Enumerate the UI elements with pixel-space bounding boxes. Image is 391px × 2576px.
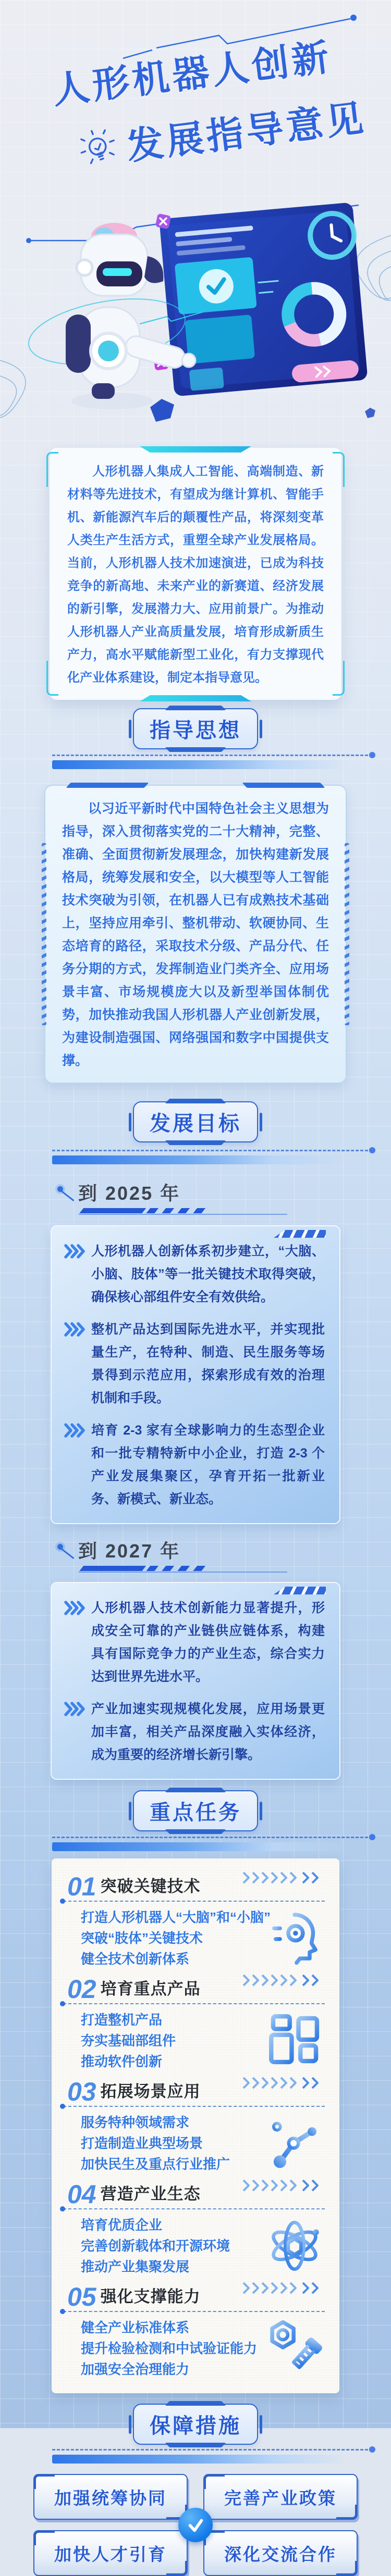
task-title: 营造产业生态 xyxy=(100,2185,201,2203)
button-label: 深化交流合作 xyxy=(224,2544,337,2564)
dashed-divider xyxy=(63,2311,325,2312)
corner-accent xyxy=(46,661,58,696)
task-number: 02 xyxy=(67,1974,96,2004)
lightbulb-icon xyxy=(72,121,125,174)
tasks-panel xyxy=(52,1858,339,2393)
triple-chevron-icon xyxy=(64,1419,85,1438)
dashed-divider xyxy=(63,2003,325,2004)
list-item: 整机产品达到国际先进水平，并实现批量生产，在特种、制造、民生服务等场景得到示范应用，探索形成有效的治理机制和手段。 xyxy=(64,1318,325,1410)
safeguard-button-coordination[interactable] xyxy=(33,2474,188,2520)
task-item-1 xyxy=(67,1873,325,1971)
dashed-divider xyxy=(52,755,368,756)
task-point: 健全技术创新体系 xyxy=(81,1951,190,1967)
milestone-year: 到 2027 年 xyxy=(78,1540,181,1562)
task-title: 强化支撑能力 xyxy=(100,2288,201,2306)
safeguard-button-cooperation[interactable] xyxy=(203,2530,358,2576)
task-point: 培育优质企业 xyxy=(81,2217,163,2233)
section-badge-ideology xyxy=(133,708,258,749)
task-point: 提升检验检测和中试验证能力 xyxy=(81,2341,258,2356)
side-stripes xyxy=(42,843,46,1025)
corner-accent xyxy=(46,452,58,487)
atom-icon xyxy=(265,2216,324,2274)
title-line-1: 人形机器人创新 xyxy=(50,36,334,112)
safeguard-button-policy[interactable] xyxy=(203,2474,358,2520)
gradient-bar xyxy=(52,760,347,769)
task-title: 拓展场景应用 xyxy=(100,2082,201,2101)
milestone-2025-card xyxy=(52,1226,339,1523)
dashed-divider xyxy=(52,2449,368,2451)
list-item: 人形机器人技术创新能力显著提升，形成安全可靠的产业链供应链体系，构建具有国际竞争力的产业生态，综合实力达到世界先进水平。 xyxy=(64,1597,325,1688)
task-point: 打造制造业典型场景 xyxy=(81,2135,203,2151)
safeguards-buttons xyxy=(33,2474,358,2576)
hero-section xyxy=(0,0,391,424)
section-title: 保障措施 xyxy=(150,2415,241,2437)
task-item-4 xyxy=(67,2181,325,2279)
title-line-2: 发展指导意见 xyxy=(124,97,369,168)
button-label: 加快人才引育 xyxy=(54,2544,167,2564)
section-badge-tasks xyxy=(133,1790,258,1831)
task-point: 健全产业标准体系 xyxy=(81,2320,190,2335)
task-number: 01 xyxy=(67,1871,96,1901)
dashed-divider xyxy=(63,1901,325,1902)
dashed-divider xyxy=(52,1837,368,1838)
task-point: 推动软件创新 xyxy=(81,2054,163,2069)
section-title: 指导思想 xyxy=(150,719,241,742)
milestone-2027-heading xyxy=(78,1537,287,1573)
triple-chevron-icon xyxy=(64,1240,85,1259)
striped-underline xyxy=(78,1566,292,1573)
chevron-row-icon xyxy=(241,1871,325,1884)
section-title: 发展目标 xyxy=(150,1112,241,1135)
task-point: 加强安全治理能力 xyxy=(81,2361,190,2377)
chevron-row-icon xyxy=(241,1974,325,1987)
task-point: 推动产业集聚发展 xyxy=(81,2259,190,2275)
task-item-2 xyxy=(67,1976,325,2074)
corner-accent xyxy=(333,452,345,487)
corner-accent xyxy=(242,783,325,788)
ideology-paragraph: 以习近平新时代中国特色社会主义思想为指导，深入贯彻落实党的二十大精神，完整、准确、全面贯彻新发展理念，加快构建新发展格局，统筹发展和安全，以大模型等人工智能技术突破为引领，在机器人已有成熟技术基础上，坚持应用牵引、整机带动、软硬协同、生态培育的路径，采取技术分级、产品分代、任务分期的方式，发挥制造业门类齐全、应用场景丰富、市场规模庞大以及新型举国体制优势，加快推动我国人形机器人产业创新发展，为建设制造强国、网络强国和数字中国提供支撑。 xyxy=(62,801,329,1068)
task-point: 加快民生及重点行业推广 xyxy=(81,2156,230,2172)
striped-underline xyxy=(78,1208,292,1215)
section-badge-goals xyxy=(133,1101,258,1142)
intro-panel xyxy=(50,448,341,700)
check-icon xyxy=(178,2508,213,2542)
robot-arm-icon xyxy=(265,2113,324,2171)
safeguard-button-talent[interactable] xyxy=(33,2530,188,2576)
chevron-row-icon xyxy=(241,2179,325,2192)
triple-chevron-icon xyxy=(64,1698,85,1716)
dashed-divider xyxy=(63,2208,325,2209)
task-point: 打造人形机器人“大脑”和“小脑” xyxy=(81,1909,271,1925)
gradient-bar xyxy=(52,1842,347,1851)
side-stripes xyxy=(345,843,349,1025)
hero-illustration xyxy=(0,204,391,424)
task-point: 完善创新载体和开源环境 xyxy=(81,2238,230,2254)
corner-accent xyxy=(66,783,149,788)
task-item-3 xyxy=(67,2078,325,2177)
product-blocks-icon xyxy=(265,2010,324,2069)
section-title: 重点任务 xyxy=(150,1801,241,1824)
bolt-nut-icon xyxy=(265,2318,324,2377)
gradient-bar xyxy=(52,1155,347,1164)
task-number: 05 xyxy=(67,2282,96,2311)
section-badge-safeguards xyxy=(133,2404,258,2445)
task-point: 打造整机产品 xyxy=(81,2012,163,2028)
task-title: 突破关键技术 xyxy=(100,1877,201,1895)
ideology-panel xyxy=(44,785,347,1084)
gradient-bar xyxy=(52,2455,347,2464)
task-point: 服务特种领域需求 xyxy=(81,2115,190,2130)
button-label: 加强统筹协同 xyxy=(54,2488,167,2508)
intro-paragraph: 人形机器人集成人工智能、高端制造、新材料等先进技术，有望成为继计算机、智能手机、新能源汽车后的颠覆性产品，将深刻变革人类生产生活方式，重塑全球产业发展格局。当前，人形机器人技术加速演进，已成为科技竞争的新高地、未来产业的新赛道、经济发展的新引擎，发展潜力大、应用前景广。为推动人形机器人产业高质量发展，培育形成新质生产力，高水平赋能新型工业化，有力支撑现代化产业体系建设，制定本指导意见。 xyxy=(67,464,324,685)
corner-accent xyxy=(333,661,345,696)
list-item: 产业加速实现规模化发展，应用场景更加丰富，相关产品深度融入实体经济，成为重要的经济增长新引擎。 xyxy=(64,1698,325,1766)
button-label: 完善产业政策 xyxy=(224,2488,337,2508)
milestone-2025-heading xyxy=(78,1179,287,1215)
ai-head-icon xyxy=(265,1908,324,1966)
task-number: 04 xyxy=(67,2179,96,2209)
triple-chevron-icon xyxy=(64,1318,85,1337)
task-point: 夯实基础部组件 xyxy=(81,2033,176,2049)
milestone-2027-card xyxy=(52,1583,339,1779)
task-number: 03 xyxy=(67,2077,96,2106)
task-item-5 xyxy=(67,2283,325,2382)
task-title: 培育重点产品 xyxy=(100,1980,201,1998)
task-point: 突破“肢体”关键技术 xyxy=(81,1930,203,1946)
list-item: 培育 2-3 家有全球影响力的生态型企业和一批专精特新中小企业，打造 2-3 个产业发展集聚区，孕育开拓一批新业务、新模式、新业态。 xyxy=(64,1419,325,1511)
chevron-row-icon xyxy=(241,2076,325,2090)
list-item: 人形机器人创新体系初步建立，“大脑、小脑、肢体”等一批关键技术取得突破，确保核心部组件安全有效供给。 xyxy=(64,1240,325,1309)
dashed-divider xyxy=(63,2106,325,2107)
milestone-year: 到 2025 年 xyxy=(78,1183,181,1204)
dashed-divider xyxy=(52,1150,368,1151)
chevron-row-icon xyxy=(241,2281,325,2295)
triple-chevron-icon xyxy=(64,1597,85,1615)
